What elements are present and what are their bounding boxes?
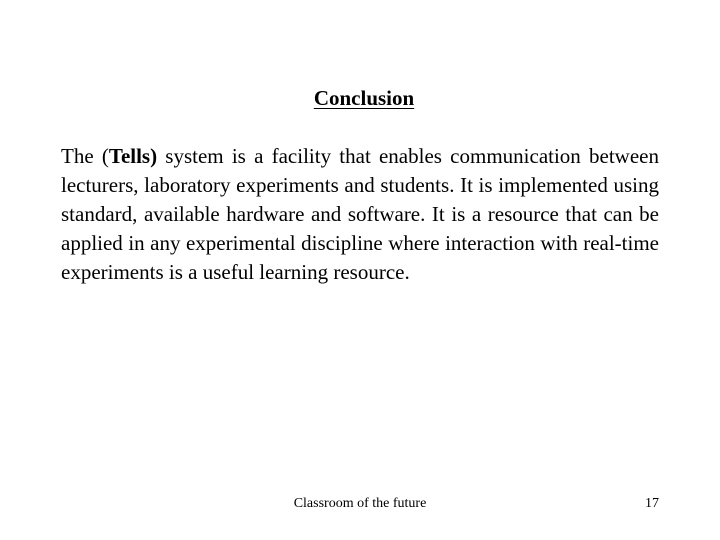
slide-body-paragraph (61, 142, 659, 287)
page-number: 17 (645, 496, 659, 511)
body-text-rest: system is a facility that enables communication between lecturers, laboratory experiments and students. It is implemented using standard, available hardware and software. It is a resource that can be applied in any experimental discipline where interaction with real-time experiments is a useful learning resource. (61, 144, 659, 284)
footer-title: Classroom of the future (293, 496, 427, 511)
body-text-start: The ( (61, 144, 109, 168)
slide-title: Conclusion (313, 86, 415, 110)
system-name-emphasis: Tells) (108, 144, 158, 168)
